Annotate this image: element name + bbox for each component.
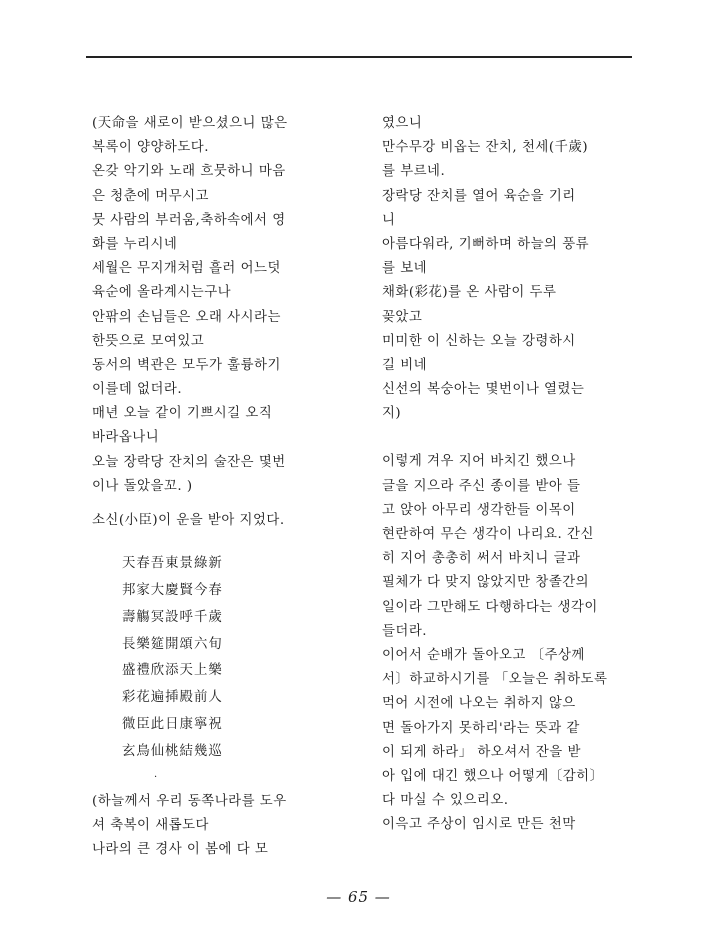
text-line: 였으니 [382, 116, 423, 131]
text-line: 화를 누리시네 [92, 236, 178, 252]
text-line: 나라의 큰 경사 이 봄에 다 모 [92, 842, 269, 858]
poem-line: 彩花遍揷殿前人 [122, 690, 223, 706]
text-line: 니 [382, 212, 396, 228]
text-line: 온갖 악기와 노래 흐뭇하니 마음 [92, 164, 286, 180]
text-line: 아름다워라, 기뻐하며 하늘의 풍류 [382, 236, 590, 252]
text-line: 지) [382, 406, 402, 422]
text-line: 이나 돌았을꼬. ) [92, 478, 193, 494]
text-line: 만수무강 비옵는 잔치, 천세(千歲) [382, 140, 589, 156]
page-number: — 65 — [326, 888, 391, 906]
poem-line: 壽觴冥設呼千歲 [122, 609, 223, 625]
text-line: 이윽고 주상이 임시로 만든 천막 [382, 817, 576, 833]
text-line: 고 앉아 아무리 생각한들 이목이 [382, 502, 576, 518]
text-line: 면 돌아가지 못하리'라는 뜻과 같 [382, 720, 580, 736]
text-line: 아 입에 대긴 했으나 어떻게〔감히〕 [382, 768, 604, 784]
left-column [92, 112, 368, 862]
text-line: 셔 축복이 새롭도다 [92, 817, 209, 833]
text-line: 신선의 복숭아는 몇번이나 열렸는 [382, 382, 585, 398]
poem-line: 微臣此日康寧祝 [122, 716, 223, 732]
right-column [382, 112, 642, 837]
text-line: 채화(彩花)를 온 사람이 두루 [382, 285, 557, 301]
text-line: 이를데 없더라. [92, 382, 183, 398]
text-line: 복록이 양양하도다. [92, 140, 209, 156]
text-line: 필체가 다 맞지 않았지만 창졸간의 [382, 575, 590, 591]
text-line: 뭇 사람의 부러움,축하속에서 영 [92, 212, 286, 228]
text-line: 매년 오늘 같이 기쁘시길 오직 [92, 406, 273, 422]
text-line: 서〕하교하시기를 「오늘은 취하도록 [382, 672, 608, 688]
text-line: 오늘 장락당 잔치의 술잔은 몇번 [92, 454, 286, 470]
text-line: 들더라. [382, 623, 428, 639]
text-line: 장락당 잔치를 열어 육순을 기리 [382, 188, 576, 204]
text-line: 미미한 이 신하는 오늘 강령하시 [382, 333, 576, 349]
text-line: 바라옵나니 [92, 430, 160, 446]
poem-line: 長樂筵開頌六旬 [122, 636, 223, 652]
text-line: 동서의 벽관은 모두가 훌륭하기 [92, 357, 281, 373]
text-line: 길 비네 [382, 357, 428, 373]
text-line: 를 부르네. [382, 164, 446, 180]
text-line: 이어서 순배가 돌아오고 〔주상께 [382, 647, 585, 663]
text-line: 다 마실 수 있으리오. [382, 793, 509, 809]
text-line: 한뜻으로 모여있고 [92, 333, 205, 349]
text-line: 일이라 그만해도 다행하다는 생각이 [382, 599, 598, 615]
text-line: (天命을 새로이 받으셨으니 많은 [92, 116, 288, 131]
text-line: 은 청춘에 머무시고 [92, 188, 209, 204]
text-line: 히 지어 총총히 써서 바치니 글과 [382, 551, 581, 567]
poem-line: 邦家大慶賢今春 [122, 582, 223, 598]
text-line: 안팎의 손님들은 오래 사시라는 [92, 309, 281, 325]
poem-line: 盛禮欣添天上樂 [122, 663, 223, 679]
text-line: 꽂았고 [382, 309, 423, 325]
poem-line: 玄鳥仙桃結幾巡 [122, 743, 223, 759]
text-line: (하늘께서 우리 동쪽나라를 도우 [92, 793, 287, 809]
text-line: 먹어 시전에 나오는 취하지 않으 [382, 696, 576, 712]
text-line: 를 보네 [382, 261, 428, 277]
poem-line: 天春吾東景綠新 [122, 556, 223, 572]
text-line: 이렇게 겨우 지어 바치긴 했으나 [382, 454, 576, 470]
text-line: 글을 지으라 주신 종이를 받아 들 [382, 478, 581, 494]
text-line: 현란하여 무슨 생각이 나리요. 간신 [382, 527, 594, 542]
dot-mark: · [154, 771, 158, 783]
text-line: 육순에 올라계시는구나 [92, 285, 232, 301]
header-rule [86, 56, 632, 58]
text-line: 소신(小臣)이 운을 받아 지었다. [92, 513, 285, 528]
text-line: 세월은 무지개처럼 흘러 어느덧 [92, 261, 281, 277]
text-line: 이 되게 하라」 하오셔서 잔을 받 [382, 744, 581, 760]
chinese-poem [92, 551, 368, 765]
